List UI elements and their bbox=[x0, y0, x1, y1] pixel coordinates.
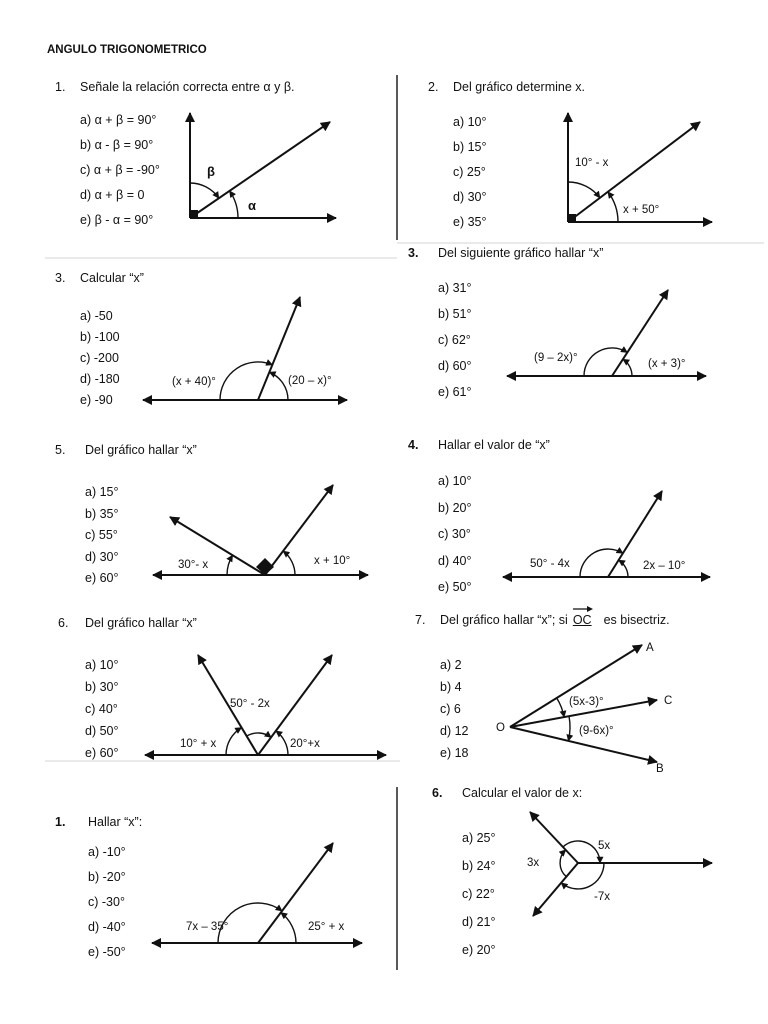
problem-1-bottom-diagram bbox=[152, 843, 362, 943]
vector-label: OC bbox=[572, 613, 592, 627]
option-d: d) -180 bbox=[80, 372, 120, 386]
problem-4-header bbox=[408, 437, 550, 453]
middle-angle-label: 50° - 2x bbox=[230, 698, 270, 710]
option-d: d) α + β = 0 bbox=[80, 188, 145, 202]
diagonal-ray bbox=[190, 122, 330, 218]
option-b: b) -20° bbox=[88, 870, 126, 884]
option-e: e) 18 bbox=[440, 746, 469, 760]
option-d: d) 40° bbox=[438, 553, 472, 568]
problem-question: Calcular “x” bbox=[80, 271, 144, 285]
option-d: d) -40° bbox=[88, 920, 126, 934]
diagonal-ray bbox=[568, 122, 700, 222]
problem-2-header bbox=[428, 79, 585, 95]
angle-aoc-arc bbox=[557, 698, 564, 717]
problem-number: 4. bbox=[408, 438, 419, 452]
alpha-label: α bbox=[248, 198, 256, 213]
angle-aoc-label: (5x-3)° bbox=[569, 696, 604, 708]
right-angle-label: 2x – 10° bbox=[643, 560, 686, 572]
option-e: e) 61° bbox=[438, 385, 472, 399]
left-angle-arc bbox=[580, 549, 623, 577]
left-ray bbox=[170, 517, 265, 575]
left-angle-label: 50° - 4x bbox=[530, 558, 570, 570]
problem-question-end: es bisectriz. bbox=[603, 613, 670, 627]
problem-5-header bbox=[55, 442, 197, 458]
left-angle-arc bbox=[584, 348, 627, 376]
problem-3-left-diagram bbox=[143, 297, 347, 400]
problem-3-left-header bbox=[55, 270, 144, 286]
lower-angle-label: x + 50° bbox=[623, 204, 660, 216]
option-e: e) 20° bbox=[462, 943, 496, 957]
problem-1-diagram bbox=[190, 113, 336, 218]
option-b: b) 15° bbox=[453, 140, 487, 154]
problem-7-options bbox=[440, 654, 469, 764]
option-d: d) 60° bbox=[438, 359, 472, 373]
option-b: b) 30° bbox=[85, 680, 119, 694]
option-a: a) 15° bbox=[85, 485, 119, 499]
oblique-ray bbox=[612, 290, 668, 376]
problem-1-bottom-options bbox=[88, 840, 126, 965]
problem-question: Calcular el valor de x: bbox=[462, 786, 583, 800]
option-b: b) 24° bbox=[462, 859, 496, 873]
upper-left-ray bbox=[530, 812, 578, 863]
option-b: b) α - β = 90° bbox=[80, 138, 154, 152]
option-c: c) -30° bbox=[88, 895, 125, 909]
option-c: c) 22° bbox=[462, 887, 495, 901]
problem-3-right-options bbox=[438, 275, 472, 405]
option-e: e) 50° bbox=[438, 580, 472, 594]
problem-6-bottom-header bbox=[432, 785, 582, 801]
problem-question: Del gráfico determine x. bbox=[453, 80, 586, 94]
left-angle-label: 3x bbox=[527, 857, 540, 869]
left-angle-arc bbox=[218, 903, 282, 943]
right-angle-arc bbox=[269, 372, 288, 400]
problem-number: 3. bbox=[408, 246, 419, 260]
problem-question: Hallar el valor de “x” bbox=[438, 438, 550, 452]
problem-question: Del gráfico hallar “x” bbox=[85, 443, 197, 457]
option-d: d) 21° bbox=[462, 915, 496, 929]
option-a: a) 25° bbox=[462, 831, 496, 845]
right-angle-arc bbox=[623, 359, 632, 376]
right-angle-marker bbox=[568, 214, 576, 222]
problem-number: 2. bbox=[428, 80, 439, 94]
option-a: a) 10° bbox=[85, 658, 119, 672]
right-angle-marker bbox=[190, 210, 198, 218]
problem-number: 1. bbox=[55, 815, 66, 829]
problem-6-left-header bbox=[58, 615, 197, 631]
right-angle-arc bbox=[283, 551, 295, 575]
bottom-angle-label: -7x bbox=[594, 891, 610, 903]
problem-number: 5. bbox=[55, 443, 66, 457]
problem-7-header bbox=[415, 612, 670, 628]
right-angle-label: (20 – x)° bbox=[288, 375, 332, 387]
option-c: c) -200 bbox=[80, 351, 119, 365]
right-angle-label: 25° + x bbox=[308, 921, 345, 933]
problem-6-left-diagram bbox=[145, 655, 386, 755]
right-ray bbox=[258, 655, 332, 755]
option-a: a) -50 bbox=[80, 309, 113, 323]
problem-1-bottom-header bbox=[55, 814, 142, 830]
right-angle-label: 20°+x bbox=[290, 738, 320, 750]
problem-6-bottom-diagram bbox=[527, 812, 712, 916]
option-e: e) -50° bbox=[88, 945, 126, 959]
top-angle-label: 5x bbox=[598, 840, 611, 852]
point-b-label: B bbox=[656, 763, 664, 775]
ray-oc bbox=[510, 700, 657, 727]
problem-question: Del gráfico hallar “x” bbox=[85, 616, 197, 630]
problem-3-left-options bbox=[80, 306, 120, 411]
lower-angle-arc bbox=[608, 192, 618, 222]
right-angle-label: (x + 3)° bbox=[648, 358, 686, 370]
oblique-ray bbox=[258, 297, 300, 400]
option-c: c) 40° bbox=[85, 702, 118, 716]
option-d: d) 12 bbox=[440, 724, 469, 738]
point-a-label: A bbox=[646, 642, 654, 654]
problem-6-left-options bbox=[85, 654, 119, 764]
ray-oa bbox=[510, 645, 642, 727]
problem-3-right-header bbox=[408, 245, 603, 261]
left-angle-label: (9 – 2x)° bbox=[534, 352, 578, 364]
left-angle-arc bbox=[226, 728, 242, 755]
option-b: b) 51° bbox=[438, 307, 472, 321]
oblique-ray bbox=[608, 491, 662, 577]
top-angle-arc bbox=[563, 841, 600, 863]
option-d: d) 50° bbox=[85, 724, 119, 738]
option-c: c) 55° bbox=[85, 528, 118, 542]
vector-arrow-icon bbox=[572, 605, 594, 613]
problem-4-diagram bbox=[503, 491, 710, 577]
problem-question: Señale la relación correcta entre α y β. bbox=[80, 80, 295, 94]
option-e: e) 60° bbox=[85, 746, 119, 760]
option-a: a) 10° bbox=[453, 115, 487, 129]
option-b: b) 35° bbox=[85, 506, 119, 521]
problem-2-diagram bbox=[568, 113, 712, 222]
option-a: a) -10° bbox=[88, 845, 126, 859]
lower-left-ray bbox=[533, 863, 578, 916]
right-angle-arc bbox=[281, 913, 296, 943]
upper-angle-arc bbox=[568, 182, 600, 198]
problem-5-diagram bbox=[153, 485, 368, 575]
left-angle-arc bbox=[560, 850, 566, 877]
right-angle-label: x + 10° bbox=[314, 555, 351, 567]
option-d: d) 30° bbox=[85, 549, 119, 564]
option-a: a) 10° bbox=[438, 474, 472, 488]
angle-cob-arc bbox=[568, 716, 570, 741]
right-ray bbox=[265, 485, 333, 575]
angle-cob-label: (9-6x)° bbox=[579, 725, 614, 737]
problem-7-diagram bbox=[496, 642, 672, 775]
problem-number: 1. bbox=[55, 80, 66, 94]
left-angle-label: 30°- x bbox=[178, 559, 209, 571]
left-angle-label: 7x – 35° bbox=[186, 921, 229, 933]
option-b: b) -100 bbox=[80, 330, 120, 344]
problem-3-right-diagram bbox=[507, 290, 706, 376]
option-a: a) α + β = 90° bbox=[80, 113, 157, 127]
option-c: c) 6 bbox=[440, 702, 461, 716]
problem-number: 7. bbox=[415, 613, 426, 627]
problem-question: Hallar “x”: bbox=[88, 815, 143, 829]
left-angle-arc bbox=[227, 555, 233, 575]
option-c: c) 25° bbox=[453, 165, 486, 179]
problem-question-start: Del gráfico hallar “x”; si bbox=[440, 613, 568, 627]
option-c: c) 30° bbox=[438, 527, 471, 541]
upper-angle-label: 10° - x bbox=[575, 157, 609, 169]
left-angle-label: (x + 40)° bbox=[172, 376, 216, 388]
option-c: c) 62° bbox=[438, 333, 471, 347]
option-e: e) -90 bbox=[80, 393, 113, 407]
problem-number: 3. bbox=[55, 271, 66, 285]
left-angle-label: 10° + x bbox=[180, 738, 217, 750]
problem-number: 6. bbox=[58, 616, 69, 630]
middle-angle-arc bbox=[247, 733, 271, 737]
right-angle-arc bbox=[276, 731, 288, 755]
problem-question: Del siguiente gráfico hallar “x” bbox=[438, 246, 604, 260]
problem-4-options bbox=[438, 468, 472, 601]
bottom-angle-arc bbox=[561, 863, 604, 889]
option-b: b) 4 bbox=[440, 680, 462, 694]
problem-5-options bbox=[85, 482, 119, 590]
problem-6-bottom-options bbox=[462, 824, 496, 964]
oblique-ray bbox=[258, 843, 333, 943]
option-a: a) 31° bbox=[438, 281, 472, 295]
problem-number: 6. bbox=[432, 786, 443, 800]
beta-arc bbox=[190, 183, 219, 198]
right-angle-arc bbox=[619, 560, 628, 577]
option-e: e) β - α = 90° bbox=[80, 213, 154, 227]
left-ray bbox=[198, 655, 258, 755]
problem-1-header bbox=[55, 79, 295, 95]
option-b: b) 20° bbox=[438, 500, 472, 515]
ray-ob bbox=[510, 727, 657, 762]
point-o-label: O bbox=[496, 722, 505, 734]
option-e: e) 35° bbox=[453, 215, 487, 229]
problem-2-options bbox=[453, 110, 487, 235]
vector-oc bbox=[573, 612, 592, 628]
option-d: d) 30° bbox=[453, 190, 487, 204]
left-angle-arc bbox=[220, 362, 272, 400]
worksheet-title: ANGULO TRIGONOMETRICO bbox=[47, 44, 207, 56]
option-e: e) 60° bbox=[85, 571, 119, 585]
option-c: c) α + β = -90° bbox=[80, 163, 160, 177]
point-c-label: C bbox=[664, 695, 673, 707]
option-a: a) 2 bbox=[440, 658, 462, 672]
alpha-arc bbox=[230, 191, 238, 218]
beta-label: β bbox=[207, 164, 215, 179]
problem-1-options bbox=[80, 108, 160, 233]
right-angle-marker bbox=[256, 558, 274, 575]
